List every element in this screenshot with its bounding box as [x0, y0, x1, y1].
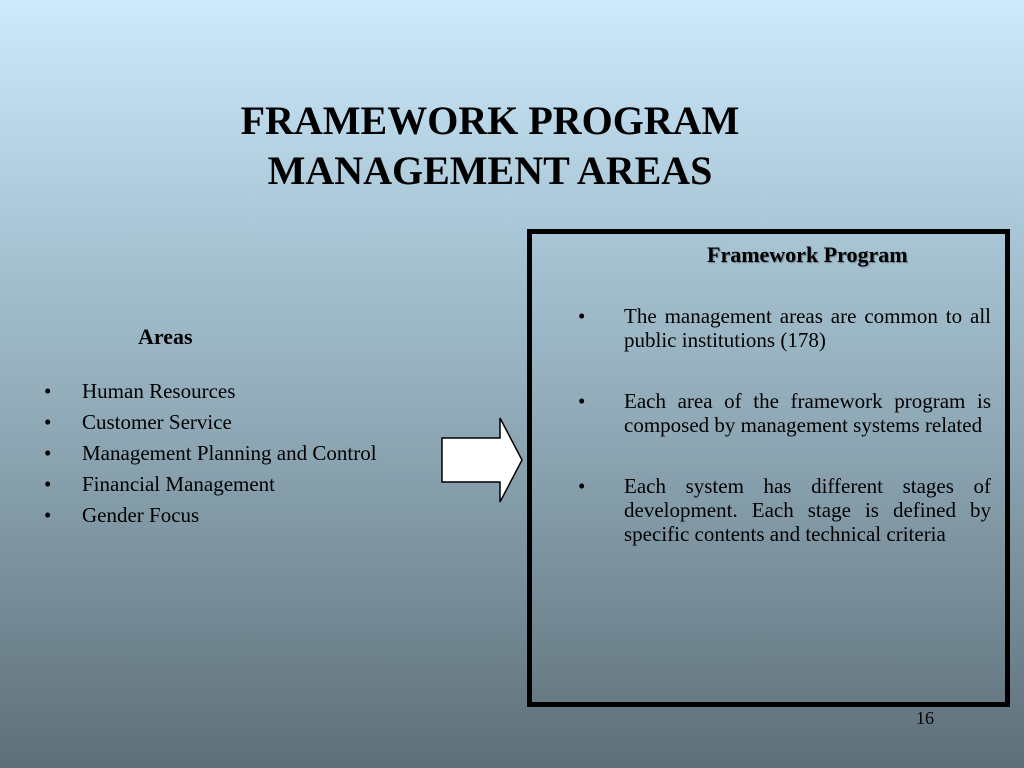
slide-title-line-1: FRAMEWORK PROGRAM — [240, 98, 740, 143]
bullet: • — [44, 379, 52, 403]
bullet: • — [44, 472, 52, 496]
bullet: • — [44, 503, 52, 527]
framework-list-item-text: Each area of the framework program is composed by management systems related — [624, 389, 991, 437]
areas-list-item-label: Human Resources — [82, 379, 236, 403]
areas-list — [44, 376, 377, 531]
slide-title — [140, 96, 840, 196]
areas-list-item — [44, 500, 377, 531]
areas-list-item — [44, 376, 377, 407]
bullet: • — [44, 410, 52, 434]
framework-list-item — [578, 474, 991, 546]
bullet: • — [578, 389, 586, 413]
areas-list-item — [44, 438, 377, 469]
areas-list-item-label: Financial Management — [82, 472, 276, 496]
framework-list-item — [578, 389, 991, 437]
areas-heading: Areas — [138, 324, 193, 349]
framework-heading: Framework Program — [707, 242, 908, 267]
areas-list-item-label: Gender Focus — [82, 503, 200, 527]
right-arrow-icon — [440, 416, 524, 504]
bullet: • — [578, 304, 586, 328]
areas-list-item — [44, 469, 377, 500]
framework-list-item-text: The management areas are common to all public institutions (178) — [624, 304, 991, 352]
slide-title-line-2: MANAGEMENT AREAS — [267, 148, 713, 193]
framework-list-item-text: Each system has different stages of development. Each stage is defined by specific contents and technical criteria — [624, 474, 991, 546]
areas-list-item-label: Customer Service — [82, 410, 232, 434]
bullet: • — [44, 441, 52, 465]
bullet: • — [578, 474, 586, 498]
framework-box — [527, 229, 1010, 707]
areas-list-item — [44, 407, 377, 438]
areas-list-item-label: Management Planning and Control — [82, 441, 377, 465]
framework-list — [578, 304, 991, 583]
right-arrow-shape — [442, 418, 522, 502]
page-number: 16 — [916, 708, 934, 728]
framework-list-item — [578, 304, 991, 352]
